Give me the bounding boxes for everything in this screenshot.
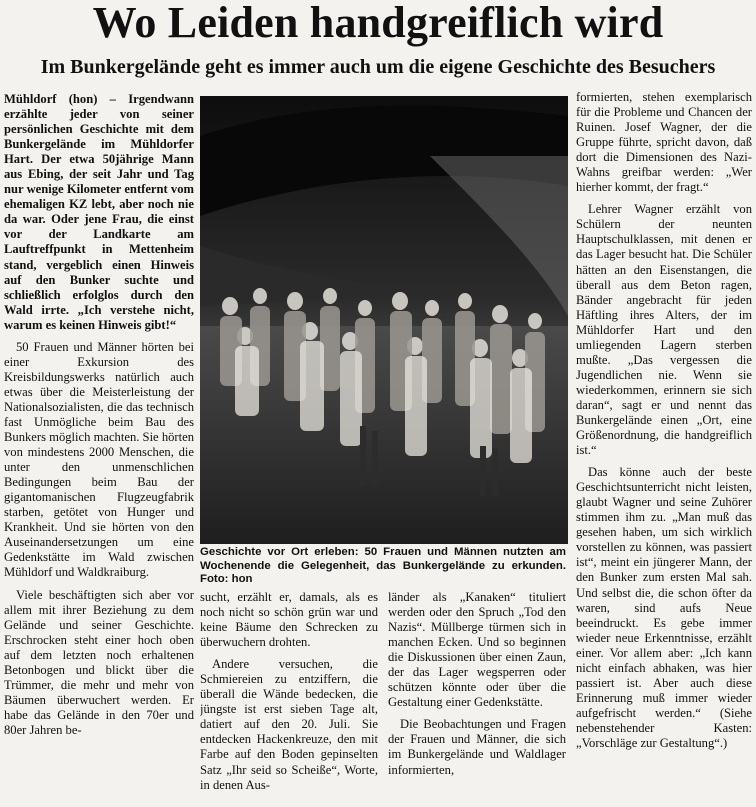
body-paragraph: Das könne auch der beste Geschichtsunterricht nicht leisten, glaubt Wagner und seine Zuhörer stimmen ihm zu. „Man muß das gesehen haben, um sich wirklich vorstellen zu können, was passiert ist“, meint ein jüngerer Mann, der den Bunker zum ersten Mal sah. Und selbst die, die schon öfter da waren, sind aufs Neue beeindruckt. Es gebe immer wieder neue Erkenntnisse, erzählt einer. Vor allem aber: „Ich kann nicht einfach abhaken, was hier passiert ist. Aber auch diese Erinnerung muß immer wieder aufgefrischt werden.“ (Siehe nebenstehender Kasten: „Vorschläge zur Gestaltung“.) (576, 465, 752, 750)
body-paragraph: länder als „Kanaken“ tituliert werden oder den Spruch „Tod den Nazis“. Müllberge türmen sich in manchen Ecken. Und so beginnen die Diskussionen über einen Zaun, der das Lager wegsperren oder schützen könnte oder über die Gestaltung einer Gedenkstätte. (388, 590, 566, 710)
text-column-2 (200, 590, 378, 804)
body-paragraph: Viele beschäftigten sich aber vor allem mit ihrer Beziehung zu dem Gelände und seiner Geschichte. Erschrocken steht einer hoch oben auf dem letzten noch erhaltenen Betonbogen und blickt über die Trümmer, die mehr und mehr von Bäumen überwuchert werden. Er habe das Gelände in den 70er und 80er Jahren be- (4, 587, 194, 737)
body-paragraph: 50 Frauen und Männer hörten bei einer Exkursion des Kreisbildungswerks natürlich auch etwas über die Meisterleistung der Nationalsozialisten, die das technisch fast Unmögliche beim Bau des Bunkers möglich machten. Sie hörten von mindestens 2000 Menschen, die unter den unmenschlichen Bedingungen beim Bau der gigantomanischen Flugzeugfabrik starben, getötet von Hunger und Krankheit. Und sie hörten von den Auseinandersetzungen um eine Gedenkstätte im Wald zwischen Mühldorf und Waldkraiburg. (4, 339, 194, 580)
body-paragraph: Lehrer Wagner erzählt von Schülern der neunten Hauptschulklassen, mit denen er das Lager besucht hat. Die Schüler hätten an den Eisenstangen, die überall aus dem Beton ragen, Bänder angebracht für jeden Häftling ihres Alters, der im Mühldorfer Hart und den umliegenden Lagern sterben mußte. „Das vergessen die Jugendlichen nie. Wenn sie wiederkommen, erinnern sie sich daran“, sagt er und nennt das Bunkergelände einen „Ort, eine Größenordnung, die handgreiflich ist.“ (576, 202, 752, 458)
news-photo (200, 96, 568, 544)
text-column-4 (576, 90, 752, 804)
text-column-1 (4, 92, 194, 804)
text-column-3 (388, 590, 566, 804)
body-paragraph: Die Beobachtungen und Fragen der Frauen und Männer, die sich im Bunkergelände und Waldlager informierten, (388, 717, 566, 777)
photo-illustration (200, 96, 568, 544)
subheadline: Im Bunkergelände geht es immer auch um die eigene Geschichte des Besuchers (40, 56, 716, 78)
body-paragraph: sucht, erzählt er, damals, als es noch nicht so schön grün war und keine Bäume den Schrecken zu überwuchern drohten. (200, 590, 378, 650)
headline: Wo Leiden handgreiflich wird (92, 0, 664, 47)
body-paragraph: formierten, stehen exemplarisch für die Probleme und Chancen der Ruinen. Josef Wagner, der die Gruppe führte, spricht davon, daß dort die Dimensionen des Nazi-Wahns greifbar werden: „Wer hierher kommt, der fragt.“ (576, 90, 752, 195)
photo-caption: Geschichte vor Ort erleben: 50 Frauen und Männen nutzten am Wochenende die Gelegenheit, das Bunkergelände zu erkunden. Foto: hon (200, 546, 566, 586)
lead-paragraph: Mühldorf (hon) – Irgendwann erzählte jeder von seiner persönlichen Geschichte mit dem Bunkergelände im Mühldorfer Hart. Der etwa 50jährige Mann aus Ebing, der seit Jahr und Tag nur wenige Kilometer entfernt vom ehemaligen KZ lebt, aber noch nie da war. Oder jene Frau, die einst vor der Landkarte am Lauftreffpunkt in Mettenheim stand, vergeblich einen Hinweis auf den Bunker suchte und schließlich erfolglos durch den Wald irrte. „Ich verstehe nicht, warum es keinen Hinweis gibt!“ (4, 92, 194, 332)
body-paragraph: Andere versuchen, die Schmiereien zu entziffern, die überall die Wände bedecken, die jüngste ist erst sieben Tage alt, datiert auf den 20. Juli. Sie entdecken Hackenkreuze, den mit Farbe auf den Boden gepinselten Satz „Ihr seid so Scheiße“, Worte, in denen Aus- (200, 657, 378, 792)
